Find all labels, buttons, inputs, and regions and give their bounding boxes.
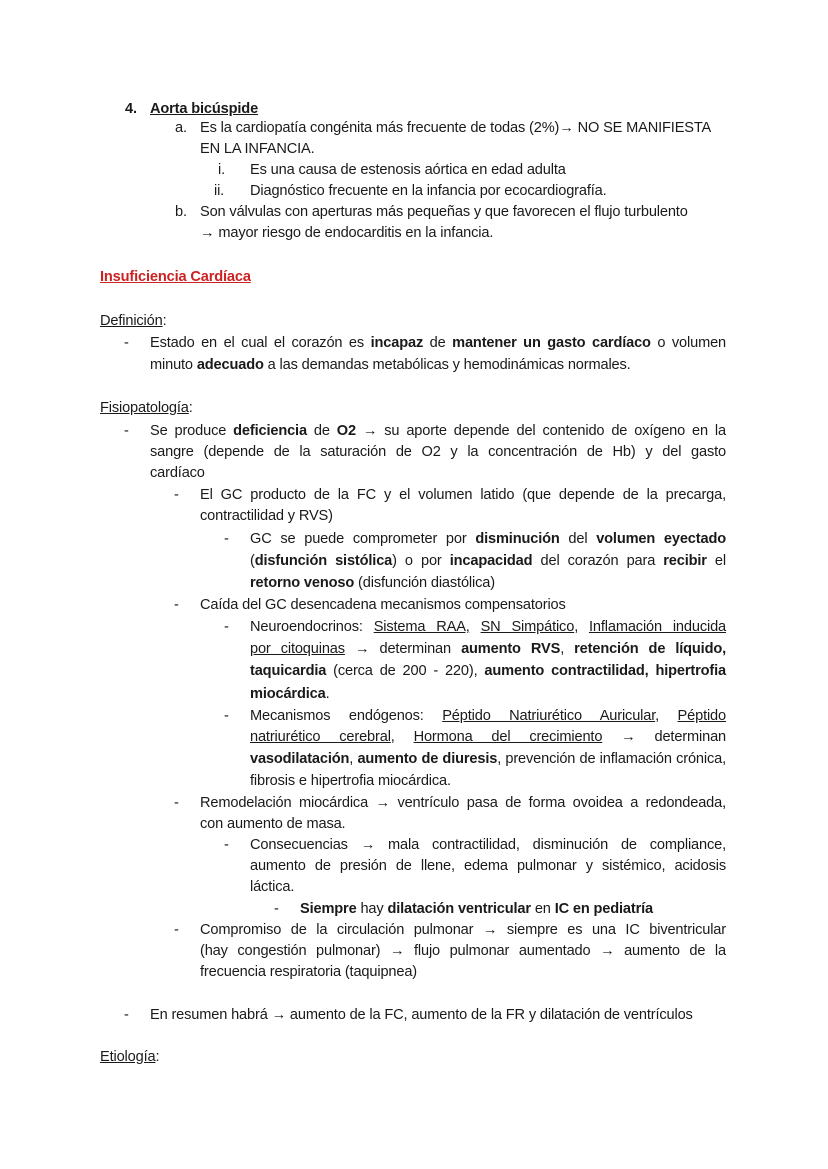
list-marker: ii. [214,183,225,199]
paragraph-line: Se produce deficiencia de O2 → su aporte depende del contenido de oxígeno en la [150,423,726,439]
paragraph-line: fibrosis e hipertrofia miocárdica. [250,773,451,789]
paragraph-line: contractilidad y RVS) [200,508,333,524]
paragraph-line: vasodilatación, aumento de diuresis, prevención de inflamación crónica, [250,751,726,767]
bullet-dash: - [224,619,229,635]
paragraph-line: GC se puede comprometer por disminución del volumen eyectado [250,531,726,547]
bullet-dash: - [124,335,129,351]
list-marker: i. [218,162,225,178]
section-title: Aorta bicúspide [150,101,259,117]
bullet-dash: - [224,708,229,724]
section-heading: Insuficiencia Cardíaca [100,269,251,285]
bullet-dash: - [174,597,179,613]
paragraph-line: Neuroendocrinos: Sistema RAA, SN Simpático, Inflamación inducida [250,619,727,635]
list-item-text: → mayor riesgo de endocarditis en la infancia. [200,225,494,241]
paragraph-line: con aumento de masa. [200,816,346,832]
paragraph-line: Caída del GC desencadena mecanismos compensatorios [200,597,566,613]
list-number: 4. [125,101,137,117]
bullet-dash: - [124,1007,129,1023]
paragraph-line: cardíaco [150,465,205,481]
paragraph-line: Mecanismos endógenos: Péptido Natriurético Auricular, Péptido [250,708,726,724]
paragraph-line: frecuencia respiratoria (taquipnea) [200,964,418,980]
bullet-dash: - [224,837,229,853]
list-marker: b. [175,204,187,220]
list-item-text: Diagnóstico frecuente en la infancia por ecocardiografía. [250,183,607,199]
bullet-dash: - [224,531,229,547]
list-item-text: Es la cardiopatía congénita más frecuente de todas (2%)→ NO SE MANIFIESTA [200,120,712,136]
summary-line: En resumen habrá → aumento de la FC, aumento de la FR y dilatación de ventrículos [150,1007,693,1023]
subsection-label: Etiología: [100,1049,160,1065]
paragraph-line: por citoquinas → determinan aumento RVS, retención de líquido, [250,641,727,657]
paragraph-line: (disfunción sistólica) o por incapacidad del corazón para recibir el [250,553,726,569]
bullet-dash: - [124,423,129,439]
bullet-dash: - [174,795,179,811]
bullet-dash: - [274,901,279,917]
paragraph-line: Consecuencias → mala contractilidad, disminución de compliance, [250,837,726,853]
paragraph-line: Estado en el cual el corazón es incapaz de mantener un gasto cardíaco o volumen [150,335,727,351]
paragraph-line: (hay congestión pulmonar) → flujo pulmonar aumentado → aumento de la [200,943,726,959]
paragraph-line: natriurético cerebral, Hormona del crecimiento → determinan [250,729,726,745]
list-item-text: Es una causa de estenosis aórtica en edad adulta [250,162,566,178]
list-item-text: Son válvulas con aperturas más pequeñas y que favorecen el flujo turbulento [200,204,688,220]
paragraph-line: taquicardia (cerca de 200 - 220), aumento contractilidad, hipertrofia [250,663,726,679]
paragraph-line: retorno venoso (disfunción diastólica) [250,575,495,591]
bullet-dash: - [174,922,179,938]
paragraph-line: El GC producto de la FC y el volumen latido (que depende de la precarga, [200,487,726,503]
subsection-label: Definición: [100,313,167,329]
subsection-label: Fisiopatología: [100,400,193,416]
paragraph-line: miocárdica. [250,686,330,702]
bullet-dash: - [174,487,179,503]
paragraph-line: Compromiso de la circulación pulmonar → siempre es una IC biventricular [200,922,726,938]
paragraph-line: láctica. [250,879,295,895]
paragraph-line: Siempre hay dilatación ventricular en IC en pediatría [300,901,653,917]
paragraph-line: Remodelación miocárdica → ventrículo pasa de forma ovoidea a redondeada, [200,795,726,811]
paragraph-line: minuto adecuado a las demandas metabólicas y hemodinámicas normales. [150,357,631,373]
list-item-text: EN LA INFANCIA. [200,141,315,157]
paragraph-line: aumento de presión de llene, edema pulmonar y sistémico, acidosis [250,858,726,874]
paragraph-line: sangre (depende de la saturación de O2 y la concentración de Hb) y del gasto [150,444,726,460]
list-marker: a. [175,120,187,136]
